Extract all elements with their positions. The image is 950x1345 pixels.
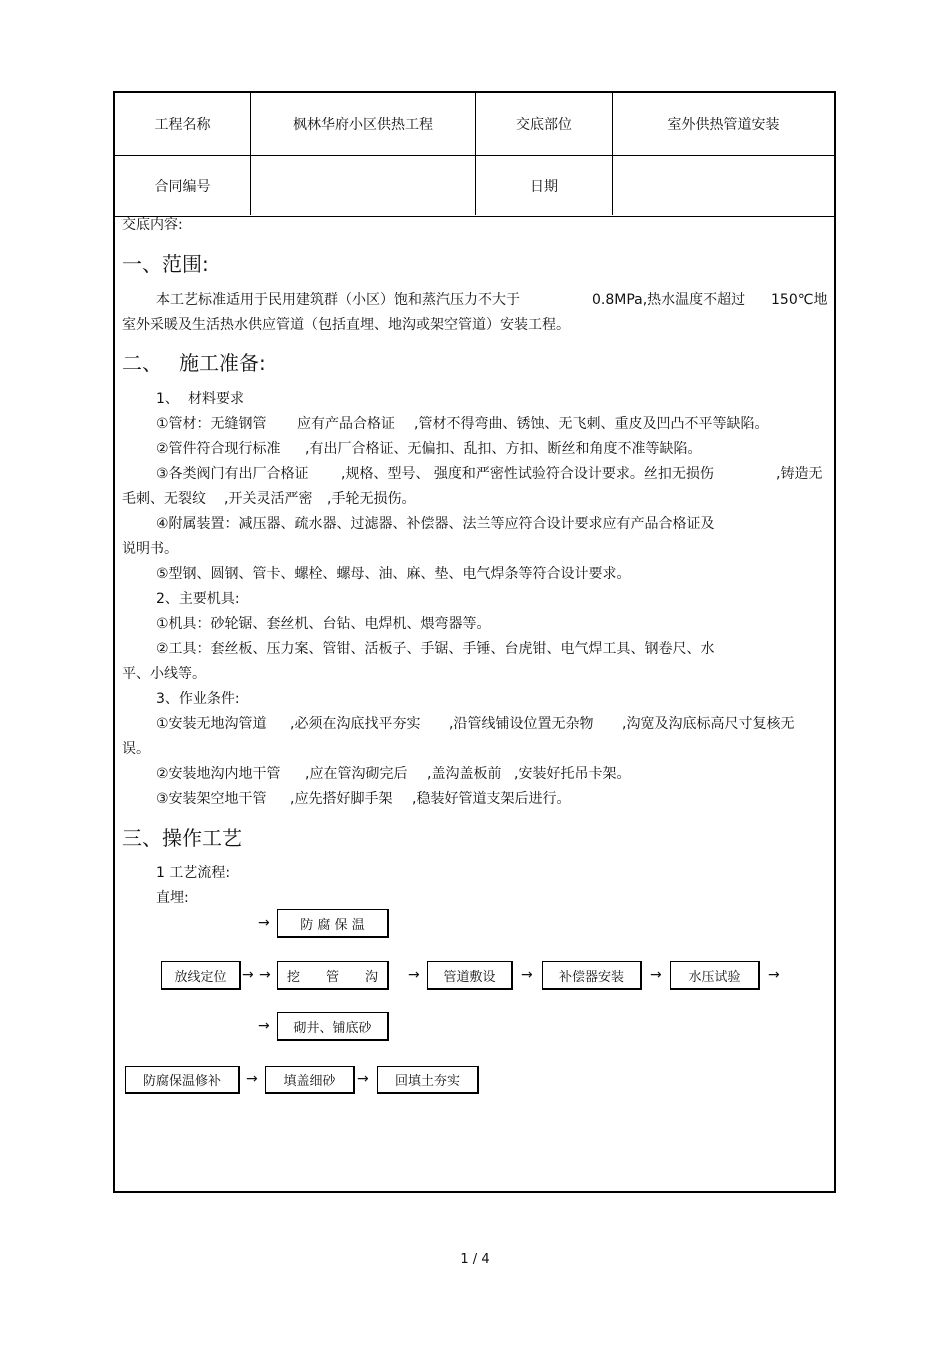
intro-label: 交底内容: [122, 217, 183, 233]
arrow-icon: → [246, 1071, 258, 1087]
part-value: 室外供热管道安装 [667, 117, 780, 133]
material-heading-num: 1、 [156, 391, 179, 407]
flow-box-trench: 挖 管 沟 [277, 961, 389, 990]
conditions-item: ,必须在沟底找平夯实 [290, 716, 421, 732]
material-item: ,有出厂合格证、无偏扣、乱扣、方扣、断丝和角度不准等缺陷。 [305, 441, 702, 457]
conditions-item: ,沟宽及沟底标高尺寸复核无 [622, 716, 795, 732]
material-item: ,管材不得弯曲、锈蚀、无飞刺、重皮及凹凸不平等缺陷。 [414, 416, 769, 432]
material-item: ③各类阀门有出厂合格证 [156, 466, 309, 482]
material-item: ②管件符合现行标准 [156, 441, 281, 457]
material-item: 说明书。 [122, 541, 178, 557]
arrow-icon: → [259, 967, 271, 983]
flow-box-layout: 放线定位 [161, 961, 241, 990]
conditions-item: ,盖沟盖板前 [427, 766, 502, 782]
arrow-icon: → [650, 967, 662, 983]
flow-box-anticorrosion: 防 腐 保 温 [277, 909, 389, 938]
scope-text: 0.8MPa,热水温度不超过 [592, 292, 746, 308]
arrow-icon: → [258, 1018, 270, 1034]
arrow-icon: → [408, 967, 420, 983]
conditions-heading: 3、作业条件: [156, 691, 240, 707]
process-heading: 1 工艺流程: [156, 865, 231, 881]
material-item: ①管材：无缝钢管 [156, 416, 267, 432]
scope-text: 本工艺标准适用于民用建筑群（小区）饱和蒸汽压力不大于 [156, 292, 520, 308]
material-item: 应有产品合格证 [297, 416, 395, 432]
arrow-icon: → [242, 967, 254, 983]
conditions-item: ,沿管线铺设位置无杂物 [449, 716, 594, 732]
direct-buried-label: 直埋: [156, 890, 189, 906]
page-number: 1 / 4 [460, 1252, 490, 1267]
section-2-title: 施工准备: [179, 351, 266, 375]
arrow-icon: → [521, 967, 533, 983]
scope-text: 室外采暖及生活热水供应管道（包括直埋、地沟或架空管道）安装工程。 [122, 317, 570, 333]
date-value [613, 155, 834, 216]
conditions-item: 误。 [122, 741, 150, 757]
contract-label: 合同编号 [154, 178, 211, 195]
flow-box-compensator: 补偿器安装 [542, 961, 642, 990]
conditions-item: ②安装地沟内地干管 [156, 766, 281, 782]
flow-box-well: 砌井、铺底砂 [277, 1012, 389, 1041]
project-name-label: 工程名称 [154, 117, 211, 133]
material-item: 毛刺、无裂纹 [122, 491, 206, 507]
conditions-item: ,稳装好管道支架后进行。 [412, 791, 571, 807]
flow-box-fine-sand: 填盖细砂 [265, 1066, 355, 1094]
arrow-icon: → [258, 915, 270, 931]
arrow-icon: → [357, 1071, 369, 1087]
conditions-item: ③安装架空地干管 [156, 791, 267, 807]
material-item: ,铸造无 [776, 466, 823, 482]
material-item: ,开关灵活严密 [224, 491, 313, 507]
section-1-title: 一、范围: [122, 252, 209, 276]
date-label: 日期 [530, 178, 558, 195]
section-2-title-num: 二、 [122, 351, 162, 375]
part-label: 交底部位 [516, 117, 572, 133]
material-item: ④附属装置：减压器、疏水器、过滤器、补偿器、法兰等应符合设计要求应有产品合格证及 [156, 516, 715, 532]
conditions-item: ,应先搭好脚手架 [290, 791, 393, 807]
contract-value [251, 155, 475, 216]
tools-item: ①机具：砂轮锯、套丝机、台钻、电焊机、煨弯器等。 [156, 616, 491, 632]
project-name-value: 枫林华府小区供热工程 [293, 117, 433, 133]
flow-box-pressure-test: 水压试验 [670, 961, 760, 990]
scope-text: 150℃地 [771, 292, 828, 308]
flow-box-pipe-laying: 管道敷设 [427, 961, 513, 990]
material-heading: 材料要求 [188, 391, 244, 407]
flow-box-repair: 防腐保温修补 [125, 1066, 240, 1094]
material-item: ,规格、型号、 强度和严密性试验符合设计要求。丝扣无损伤 [341, 466, 714, 482]
flow-box-backfill: 回填土夯实 [377, 1066, 479, 1094]
conditions-item: ①安装无地沟管道 [156, 716, 267, 732]
tools-item: ②工具：套丝板、压力案、管钳、活板子、手锯、手锤、台虎钳、电气焊工具、钢卷尺、水 [156, 641, 715, 657]
conditions-item: ,安装好托吊卡架。 [514, 766, 631, 782]
conditions-item: ,应在管沟砌完后 [305, 766, 408, 782]
material-item: ,手轮无损伤。 [327, 491, 416, 507]
arrow-icon: → [768, 967, 780, 983]
section-3-title: 三、操作工艺 [122, 826, 242, 850]
tools-heading: 2、主要机具: [156, 591, 240, 607]
material-item: ⑤型钢、圆钢、管卡、螺栓、螺母、油、麻、垫、电气焊条等符合设计要求。 [156, 566, 631, 582]
tools-item: 平、小线等。 [122, 666, 206, 682]
